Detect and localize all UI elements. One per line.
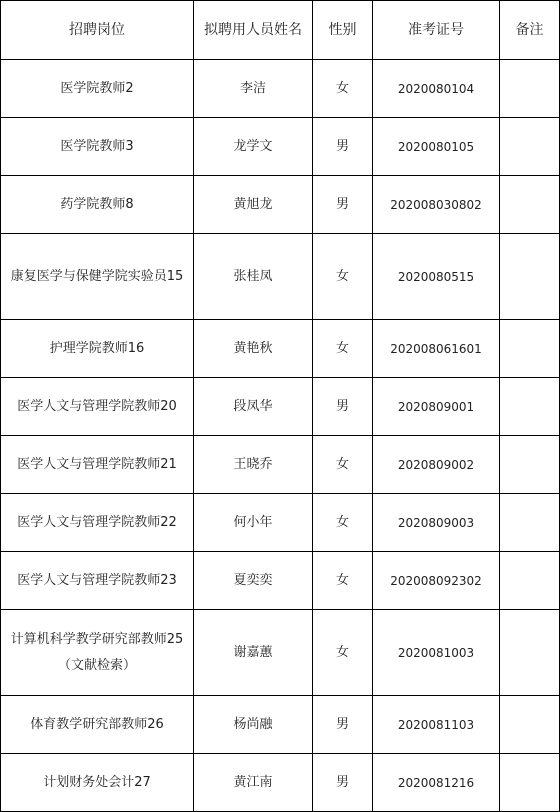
table-row bbox=[1, 754, 560, 812]
cell-note bbox=[500, 378, 560, 436]
cell-note bbox=[500, 176, 560, 234]
cell-name: 段凤华 bbox=[194, 378, 313, 436]
cell-note bbox=[500, 60, 560, 118]
cell-gender: 男 bbox=[313, 754, 373, 812]
cell-exam-no: 2020081216 bbox=[373, 754, 500, 812]
table-row bbox=[1, 610, 560, 696]
cell-position: 医学院教师2 bbox=[1, 60, 194, 118]
cell-position: 医学院教师3 bbox=[1, 118, 194, 176]
cell-gender: 女 bbox=[313, 552, 373, 610]
cell-gender: 男 bbox=[313, 378, 373, 436]
table-row bbox=[1, 60, 560, 118]
cell-position: 康复医学与保健学院实验员15 bbox=[1, 234, 194, 320]
cell-position: 医学人文与管理学院教师21 bbox=[1, 436, 194, 494]
cell-name: 龙学文 bbox=[194, 118, 313, 176]
cell-exam-no: 2020809002 bbox=[373, 436, 500, 494]
cell-gender: 男 bbox=[313, 696, 373, 754]
cell-exam-no: 2020080104 bbox=[373, 60, 500, 118]
cell-note bbox=[500, 696, 560, 754]
cell-name: 黄江南 bbox=[194, 754, 313, 812]
header-position: 招聘岗位 bbox=[1, 1, 194, 60]
header-name: 拟聘用人员姓名 bbox=[194, 1, 313, 60]
cell-note bbox=[500, 754, 560, 812]
cell-name: 谢嘉蕙 bbox=[194, 610, 313, 696]
cell-gender: 男 bbox=[313, 118, 373, 176]
cell-gender: 女 bbox=[313, 494, 373, 552]
cell-name: 王晓乔 bbox=[194, 436, 313, 494]
header-gender: 性别 bbox=[313, 1, 373, 60]
cell-exam-no: 2020809001 bbox=[373, 378, 500, 436]
cell-gender: 女 bbox=[313, 320, 373, 378]
cell-note bbox=[500, 552, 560, 610]
header-note: 备注 bbox=[500, 1, 560, 60]
cell-name: 黄旭龙 bbox=[194, 176, 313, 234]
cell-exam-no: 2020080105 bbox=[373, 118, 500, 176]
cell-name: 黄艳秋 bbox=[194, 320, 313, 378]
cell-note bbox=[500, 234, 560, 320]
cell-name: 张桂凤 bbox=[194, 234, 313, 320]
table-row bbox=[1, 378, 560, 436]
table-row bbox=[1, 320, 560, 378]
cell-exam-no: 2020809003 bbox=[373, 494, 500, 552]
cell-position: 医学人文与管理学院教师22 bbox=[1, 494, 194, 552]
cell-exam-no: 202008092302 bbox=[373, 552, 500, 610]
table-row bbox=[1, 176, 560, 234]
cell-position: 医学人文与管理学院教师23 bbox=[1, 552, 194, 610]
header-row bbox=[1, 1, 560, 60]
cell-exam-no: 202008061601 bbox=[373, 320, 500, 378]
cell-position: 计划财务处会计27 bbox=[1, 754, 194, 812]
cell-note bbox=[500, 320, 560, 378]
table-row bbox=[1, 552, 560, 610]
table-row bbox=[1, 118, 560, 176]
cell-exam-no: 2020081103 bbox=[373, 696, 500, 754]
cell-position: 药学院教师8 bbox=[1, 176, 194, 234]
cell-gender: 女 bbox=[313, 60, 373, 118]
table-row bbox=[1, 494, 560, 552]
cell-exam-no: 2020081003 bbox=[373, 610, 500, 696]
table-row bbox=[1, 696, 560, 754]
cell-name: 夏奕奕 bbox=[194, 552, 313, 610]
cell-name: 李洁 bbox=[194, 60, 313, 118]
cell-gender: 女 bbox=[313, 436, 373, 494]
cell-position: 计算机科学教学研究部教师25（文献检索） bbox=[1, 610, 194, 696]
header-exam-no: 准考证号 bbox=[373, 1, 500, 60]
cell-note bbox=[500, 118, 560, 176]
table-row bbox=[1, 436, 560, 494]
cell-note bbox=[500, 436, 560, 494]
cell-position: 体育教学研究部教师26 bbox=[1, 696, 194, 754]
cell-position: 护理学院教师16 bbox=[1, 320, 194, 378]
cell-gender: 女 bbox=[313, 234, 373, 320]
cell-exam-no: 202008030802 bbox=[373, 176, 500, 234]
cell-gender: 男 bbox=[313, 176, 373, 234]
cell-name: 杨尚融 bbox=[194, 696, 313, 754]
cell-gender: 女 bbox=[313, 610, 373, 696]
cell-note bbox=[500, 494, 560, 552]
cell-exam-no: 2020080515 bbox=[373, 234, 500, 320]
cell-note bbox=[500, 610, 560, 696]
cell-name: 何小年 bbox=[194, 494, 313, 552]
cell-position: 医学人文与管理学院教师20 bbox=[1, 378, 194, 436]
table-row bbox=[1, 234, 560, 320]
